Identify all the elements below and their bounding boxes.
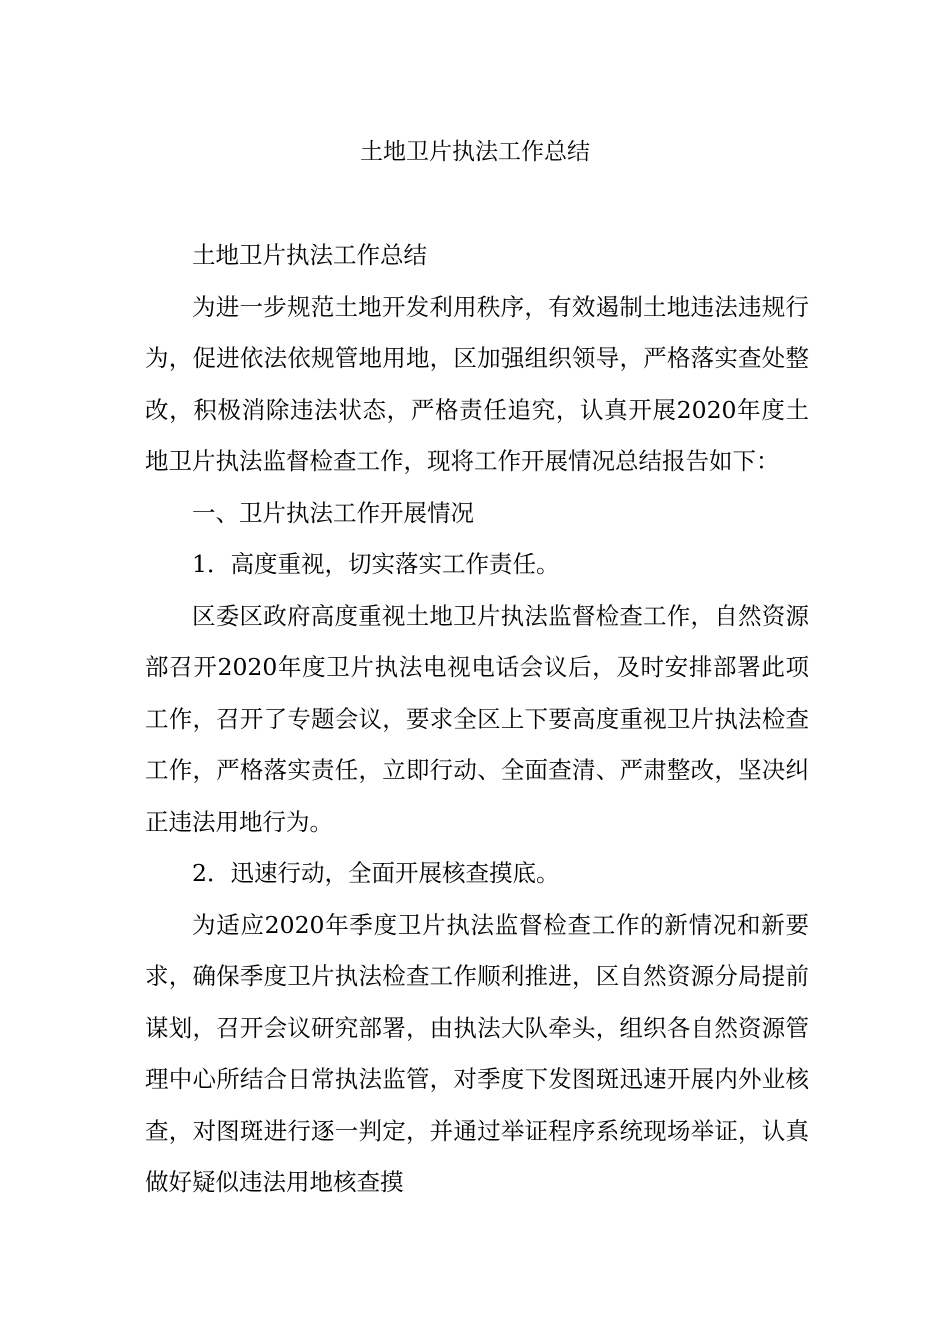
- paragraph-2: 为适应2020年季度卫片执法监督检查工作的新情况和新要求，确保季度卫片执法检查工作顺利推进，区自然资源分局提前谋划，召开会议研究部署，由执法大队牵头，组织各自然资源管理中心所结合日常执法监管，对季度下发图斑迅速开展内外业核查，对图斑进行逐一判定，并通过举证程序系统现场举证，认真做好疑似违法用地核查摸: [145, 910, 809, 1196]
- document-body: [145, 230, 809, 1209]
- paragraph-subtitle: 土地卫片执法工作总结: [192, 241, 427, 269]
- section-heading: 一、卫片执法工作开展情况: [192, 498, 474, 527]
- subsection-heading-2: 2．迅速行动，全面开展核查摸底。: [192, 859, 560, 887]
- subsection-heading-1: 1．高度重视，切实落实工作责任。: [192, 550, 560, 578]
- paragraph-intro: 为进一步规范土地开发利用秩序，有效遏制土地违法违规行为，促进依法依规管地用地，区加强组织领导，严格落实查处整改，积极消除违法状态，严格责任追究，认真开展2020年度土地卫片执法监督检查工作，现将工作开展情况总结报告如下：: [145, 292, 809, 475]
- document-title: 土地卫片执法工作总结: [360, 139, 590, 165]
- paragraph-1: 区委区政府高度重视土地卫片执法监督检查工作，自然资源部召开2020年度卫片执法电视电话会议后，及时安排部署此项工作，召开了专题会议，要求全区上下要高度重视卫片执法检查工作，严格落实责任，立即行动、全面查清、严肃整改，坚决纠正违法用地行为。: [145, 601, 809, 836]
